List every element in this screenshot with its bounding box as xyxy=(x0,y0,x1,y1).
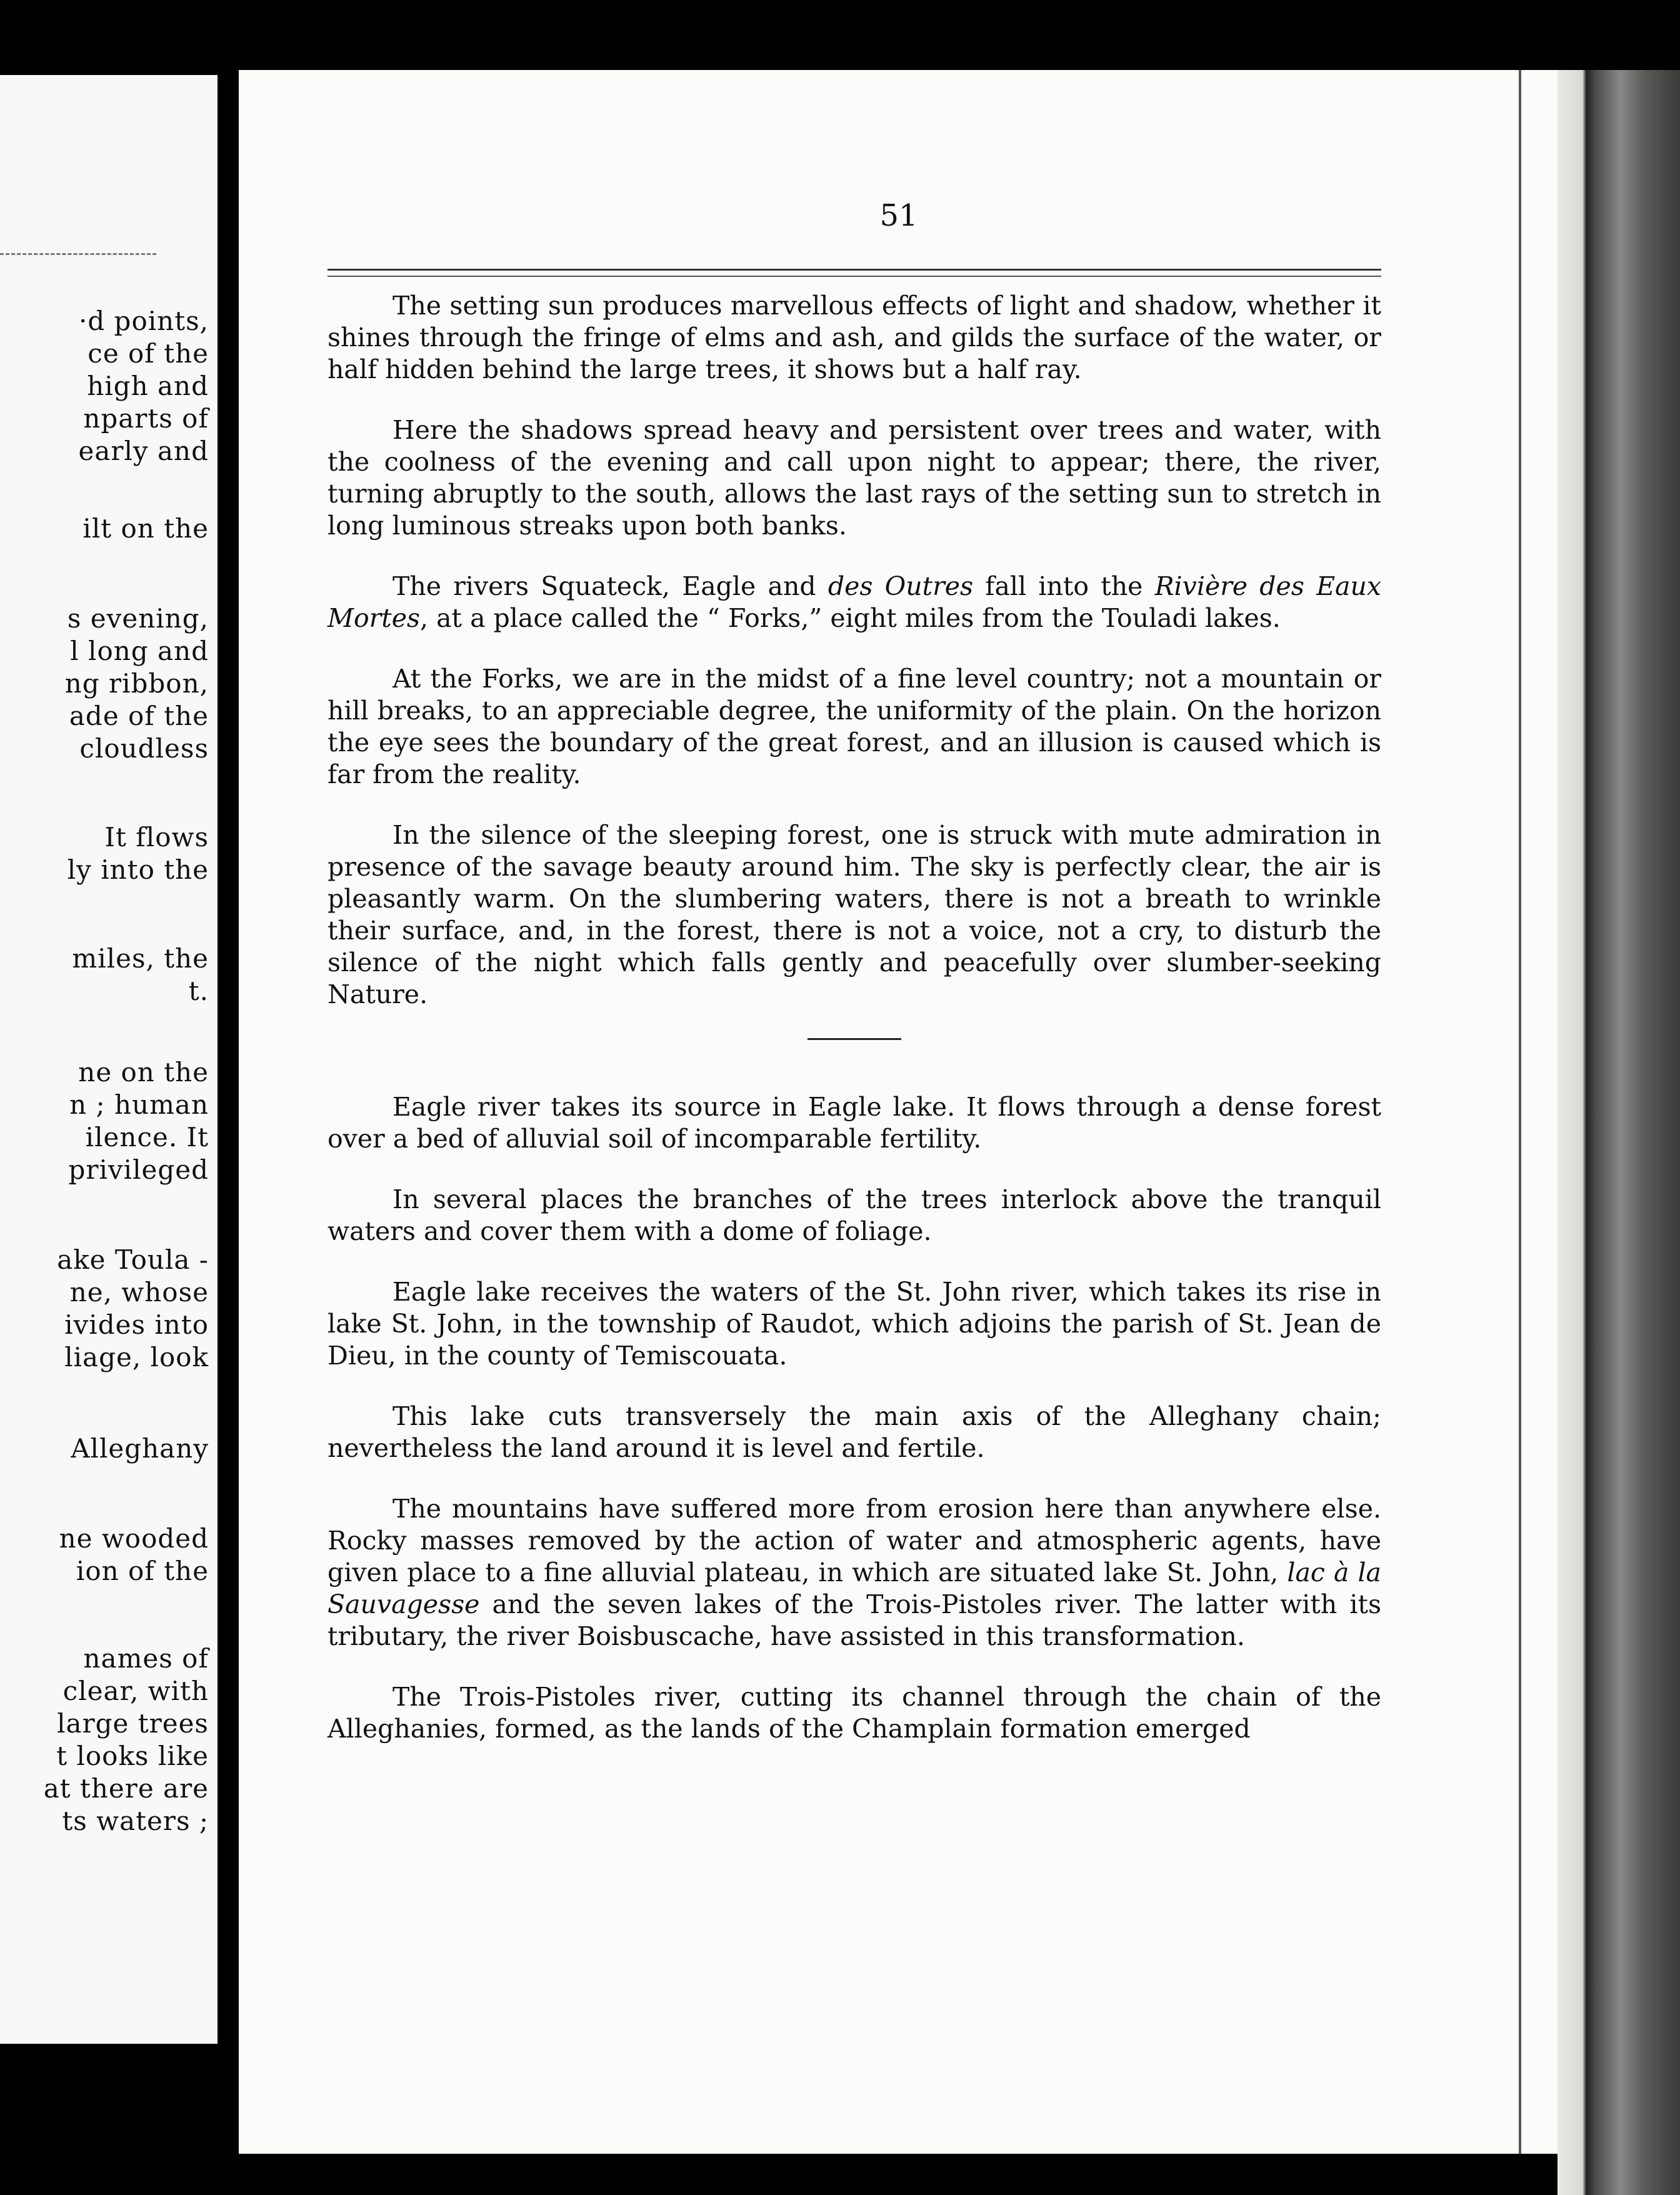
previous-page-header-rule xyxy=(0,253,156,255)
paragraph: Here the shadows spread heavy and persistent over trees and water, with the coolness of the evening and call upon night to appear; there, the river, turning abruptly to the south, allows the last rays of the setting sun to stretch in long luminous streaks upon both banks. xyxy=(328,415,1381,541)
left-text-fragment: s evening, xyxy=(67,603,209,634)
left-text-fragment: high and xyxy=(87,371,209,401)
left-text-fragment: It flows xyxy=(104,822,209,852)
left-text-fragment: l long and xyxy=(70,636,209,666)
paragraph: Eagle lake receives the waters of the St. John river, which takes its rise in lake St. John, in the township of Raudot, which adjoins the parish of St. Jean de Dieu, in the county of Temiscouata. xyxy=(328,1277,1381,1371)
left-text-fragment: miles, the xyxy=(72,943,209,974)
left-text-fragment: privileged xyxy=(68,1154,209,1185)
paragraph: The rivers Squateck, Eagle and des Outres fall into the Rivière des Eaux Mortes, at a place called the “ Forks,” eight miles from the Touladi lakes. xyxy=(328,571,1382,633)
left-text-fragment: large trees xyxy=(57,1708,209,1739)
left-text-fragment: t looks like xyxy=(56,1741,209,1771)
left-text-fragment: ake Toula - xyxy=(57,1244,209,1275)
paragraph: In the silence of the sleeping forest, one is struck with mute admiration in presence of the savage beauty around him. The sky is perfectly clear, the air is pleasantly warm. On the slumbering waters, there is not a breath to wrinkle their surface, and, in the forest, there is not a voice, not a cry, to disturb the silence of the night which falls gently and peacefully over slumber-seeking Nature. xyxy=(328,820,1381,1009)
left-text-fragment: ilt on the xyxy=(82,513,209,544)
left-text-fragment: n ; human xyxy=(69,1089,209,1120)
left-text-fragment: early and xyxy=(78,436,209,466)
italic-phrase: des Outres xyxy=(828,571,974,601)
left-text-fragment: ng ribbon, xyxy=(64,668,209,699)
paragraph: The setting sun produces marvellous effects of light and shadow, whether it shines through the fringe of elms and ash, and gilds the surface of the water, or half hidden behind the large trees, it shows but a half ray. xyxy=(328,291,1381,384)
header-rule xyxy=(328,269,1381,277)
left-text-fragment: t. xyxy=(188,976,209,1006)
paragraph: Eagle river takes its source in Eagle lake. It flows through a dense forest over a bed of alluvial soil of incomparable fertility. xyxy=(328,1092,1381,1154)
left-text-fragment: ilence. It xyxy=(85,1122,209,1152)
left-text-fragment: ts waters ; xyxy=(62,1806,209,1836)
left-text-fragment: liage, look xyxy=(64,1342,209,1372)
left-text-fragment: ce of the xyxy=(88,338,209,369)
left-text-fragment: at there are xyxy=(43,1773,209,1804)
paragraph: In several places the branches of the trees interlock above the tranquil waters and cover them with a dome of foliage. xyxy=(328,1184,1381,1246)
left-text-fragment: ne, whose xyxy=(69,1277,209,1308)
left-text-fragment: names of xyxy=(83,1643,209,1674)
paragraph: The Trois-Pistoles river, cutting its channel through the chain of the Alleghanies, formed, as the lands of the Champlain formation emerged xyxy=(328,1682,1381,1744)
paragraph: This lake cuts transversely the main axis of the Alleghany chain; nevertheless the land around it is level and fertile. xyxy=(328,1401,1381,1463)
left-text-fragment: Alleghany xyxy=(71,1433,209,1464)
italic-phrase: lac à la Sauvagesse xyxy=(328,1558,1381,1619)
paragraph: The mountains have suffered more from erosion here than anywhere else. Rocky masses removed by the action of water and atmospheric agents, have given place to a fine alluvial plateau, in which are situated lake St. John, lac à la Sauvagesse and the seven lakes of the Trois-Pistoles river. The latter with its tributary, the river Boisbuscache, have assisted in this transformation. xyxy=(328,1494,1381,1651)
left-text-fragment: nparts of xyxy=(83,403,209,434)
left-text-fragment: ne on the xyxy=(78,1057,209,1088)
left-text-fragment: ly into the xyxy=(67,854,209,885)
page-body xyxy=(328,290,1381,1745)
book-page xyxy=(239,70,1559,2154)
left-text-fragment: ne wooded xyxy=(59,1523,209,1554)
book-binding xyxy=(1558,70,1680,2195)
section-divider xyxy=(808,1038,901,1040)
italic-phrase: Rivière des Eaux Mortes xyxy=(328,571,1382,633)
left-text-fragment: ade of the xyxy=(69,701,209,731)
page-number: 51 xyxy=(879,198,918,233)
left-text-fragment: ·d points, xyxy=(78,306,209,336)
previous-page-strip xyxy=(0,75,218,2044)
left-text-fragment: ion of the xyxy=(76,1556,209,1586)
left-text-fragment: ivides into xyxy=(64,1309,209,1340)
paragraph: At the Forks, we are in the midst of a fine level country; not a mountain or hill breaks, to an appreciable degree, the uniformity of the plain. On the horizon the eye sees the boundary of the great forest, and an illusion is caused which is far from the reality. xyxy=(328,664,1381,789)
page-edge xyxy=(1519,70,1521,2154)
left-text-fragment: cloudless xyxy=(79,733,209,764)
left-text-fragment: clear, with xyxy=(62,1676,209,1706)
